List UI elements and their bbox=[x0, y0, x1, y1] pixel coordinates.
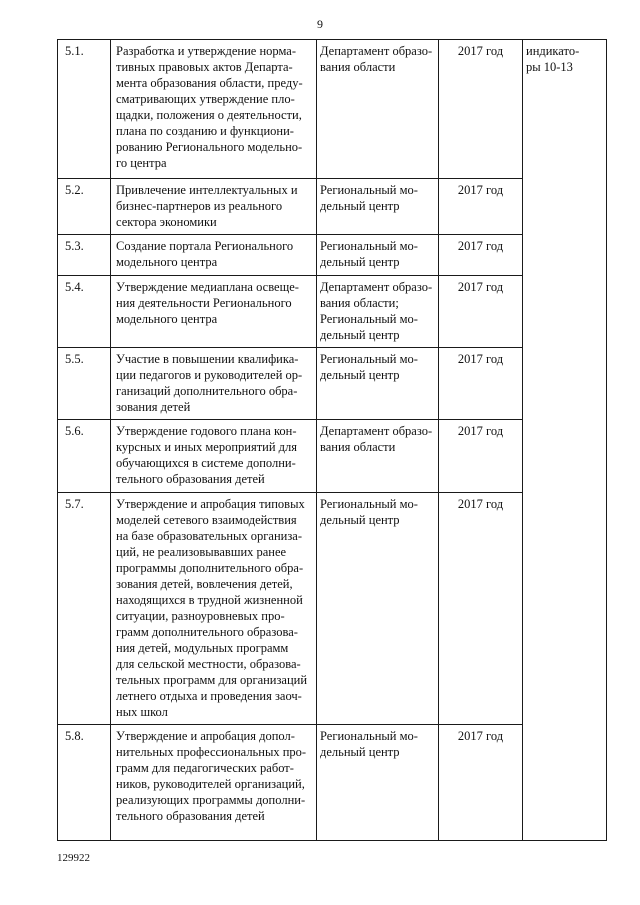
item-year: 2017 год bbox=[439, 348, 523, 420]
item-number: 5.6. bbox=[58, 420, 111, 493]
item-year: 2017 год bbox=[439, 276, 523, 348]
item-responsible: Департамент образо- вания области bbox=[317, 420, 439, 493]
item-name: Утверждение и апробация типовых моделей сетевого взаимодействия на базе образовательных организа- ций, не реализовывавших ранее программы дополнительного обра- зования детей, вовлечения детей, находящихся в трудной жизненной ситуации, разноуровневых про- грамм дополнительного образова- ния детей, модульных программ для сельской местности, образова- тельных программ для организаций летнего отдыха и проведения заоч- ных школ bbox=[111, 493, 317, 725]
item-name: Утверждение медиаплана освеще- ния деятельности Регионального модельного центра bbox=[111, 276, 317, 348]
item-year: 2017 год bbox=[439, 40, 523, 179]
item-number: 5.7. bbox=[58, 493, 111, 725]
item-number: 5.4. bbox=[58, 276, 111, 348]
item-year: 2017 год bbox=[439, 420, 523, 493]
item-number: 5.3. bbox=[58, 235, 111, 276]
item-year: 2017 год bbox=[439, 493, 523, 725]
item-name: Разработка и утверждение норма- тивных правовых актов Департа- мента образования области, преду- сматривающих утверждение пло- щадки, положения о деятельности, плана по созданию и функциони- рованию Регионального модельно- го центра bbox=[111, 40, 317, 179]
item-name: Утверждение и апробация допол- нительных профессиональных про- грамм для педагогических работ- ников, руководителей организаций, реализующих программы дополни- тельного образования детей bbox=[111, 725, 317, 841]
activity-plan-table bbox=[57, 39, 607, 841]
item-responsible: Региональный мо- дельный центр bbox=[317, 348, 439, 420]
item-number: 5.5. bbox=[58, 348, 111, 420]
item-responsible: Региональный мо- дельный центр bbox=[317, 493, 439, 725]
item-responsible: Департамент образо- вания области bbox=[317, 40, 439, 179]
item-name: Утверждение годового плана кон- курсных и иных мероприятий для обучающихся в системе дополни- тельного образования детей bbox=[111, 420, 317, 493]
item-responsible: Региональный мо- дельный центр bbox=[317, 235, 439, 276]
page-number: 9 bbox=[317, 17, 323, 31]
document-code: 129922 bbox=[57, 852, 90, 864]
item-name: Участие в повышении квалифика- ции педагогов и руководителей ор- ганизаций дополнительного обра- зования детей bbox=[111, 348, 317, 420]
item-name: Создание портала Регионального модельного центра bbox=[111, 235, 317, 276]
item-responsible: Региональный мо- дельный центр bbox=[317, 179, 439, 235]
item-responsible: Региональный мо- дельный центр bbox=[317, 725, 439, 841]
item-responsible: Департамент образо- вания области; Региональный мо- дельный центр bbox=[317, 276, 439, 348]
item-year: 2017 год bbox=[439, 235, 523, 276]
item-number: 5.2. bbox=[58, 179, 111, 235]
item-indicator: индикато- ры 10-13 bbox=[523, 40, 607, 841]
table-row bbox=[58, 40, 607, 179]
item-year: 2017 год bbox=[439, 725, 523, 841]
item-name: Привлечение интеллектуальных и бизнес-партнеров из реального сектора экономики bbox=[111, 179, 317, 235]
item-number: 5.1. bbox=[58, 40, 111, 179]
item-year: 2017 год bbox=[439, 179, 523, 235]
item-number: 5.8. bbox=[58, 725, 111, 841]
